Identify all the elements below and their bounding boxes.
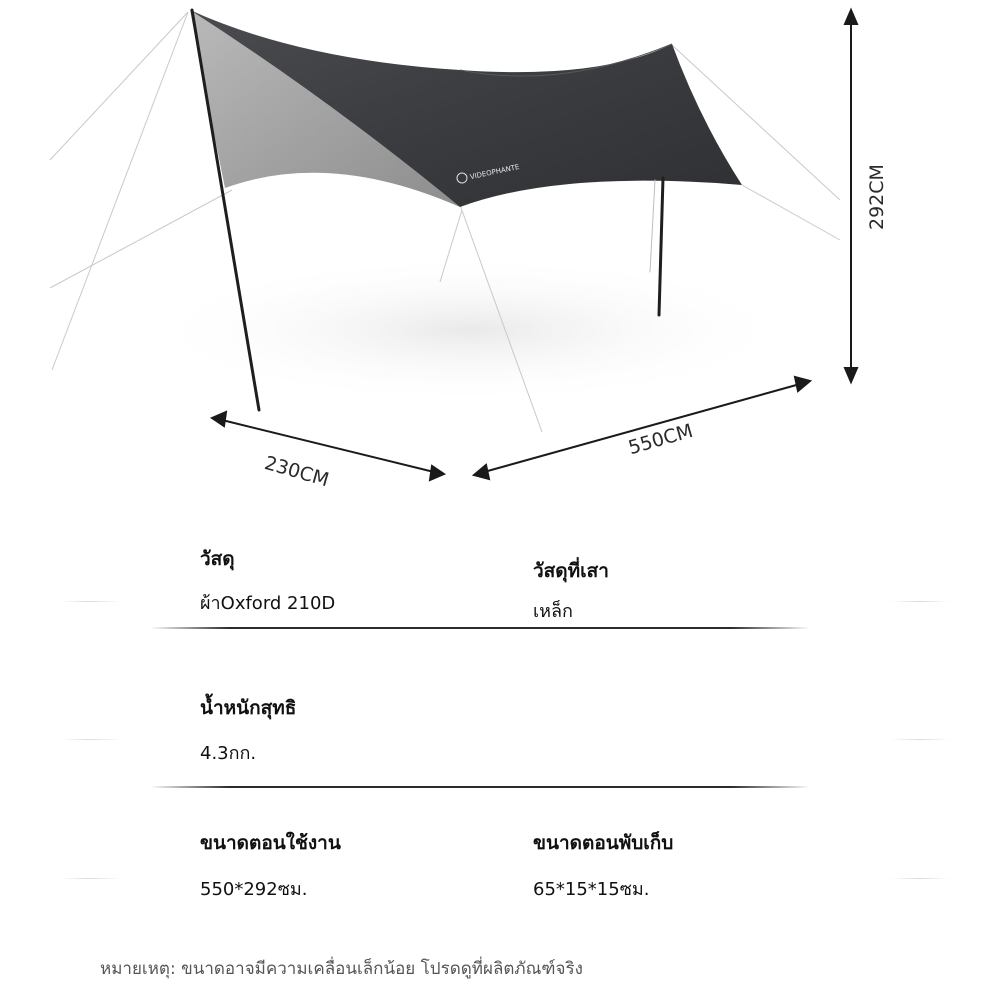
material-title: วัสดุ xyxy=(200,548,235,570)
width-arrow xyxy=(222,420,434,472)
edge-dash xyxy=(890,739,950,740)
net-weight-title: น้ำหนักสุทธิ xyxy=(200,697,297,719)
guy-rope xyxy=(50,12,188,160)
edge-dash xyxy=(60,878,120,879)
arrowhead xyxy=(430,466,444,480)
pole-back-thin xyxy=(650,180,655,272)
divider xyxy=(150,627,810,629)
brand-print: VIDEOPHANTE xyxy=(469,162,521,182)
used-size-value: 550*292ซม. xyxy=(200,879,308,900)
divider xyxy=(150,786,810,788)
arrowhead xyxy=(845,10,857,24)
edge-dash xyxy=(890,878,950,879)
guy-rope xyxy=(50,190,232,288)
arrowhead xyxy=(795,377,810,391)
used-size-title: ขนาดตอนใช้งาน xyxy=(200,832,341,854)
edge-dash xyxy=(60,739,120,740)
net-weight-value: 4.3กก. xyxy=(200,743,257,764)
width-dimension-label: 230CM xyxy=(261,452,332,492)
arrowhead xyxy=(474,465,489,479)
material-value: ผ้าOxford 210D xyxy=(200,593,336,614)
height-dimension-label: 292CM xyxy=(866,164,888,230)
arrowhead xyxy=(212,412,226,426)
edge-dash xyxy=(890,601,950,602)
arrowhead xyxy=(845,368,857,382)
pole-material-title: วัสดุที่เสา xyxy=(533,560,609,582)
ground-shadow xyxy=(140,255,800,405)
folded-size-value: 65*15*15ซม. xyxy=(533,879,650,900)
pole-material-value: เหล็ก xyxy=(533,601,573,622)
guy-rope xyxy=(742,185,840,240)
folded-size-title: ขนาดตอนพับเก็บ xyxy=(533,832,674,854)
footnote: หมายเหตุ: ขนาดอาจมีความเคลื่อนเล็กน้อย โปรดดูที่ผลิตภัณฑ์จริง xyxy=(100,959,583,979)
length-dimension-label: 550CM xyxy=(626,419,696,460)
edge-dash xyxy=(60,601,120,602)
